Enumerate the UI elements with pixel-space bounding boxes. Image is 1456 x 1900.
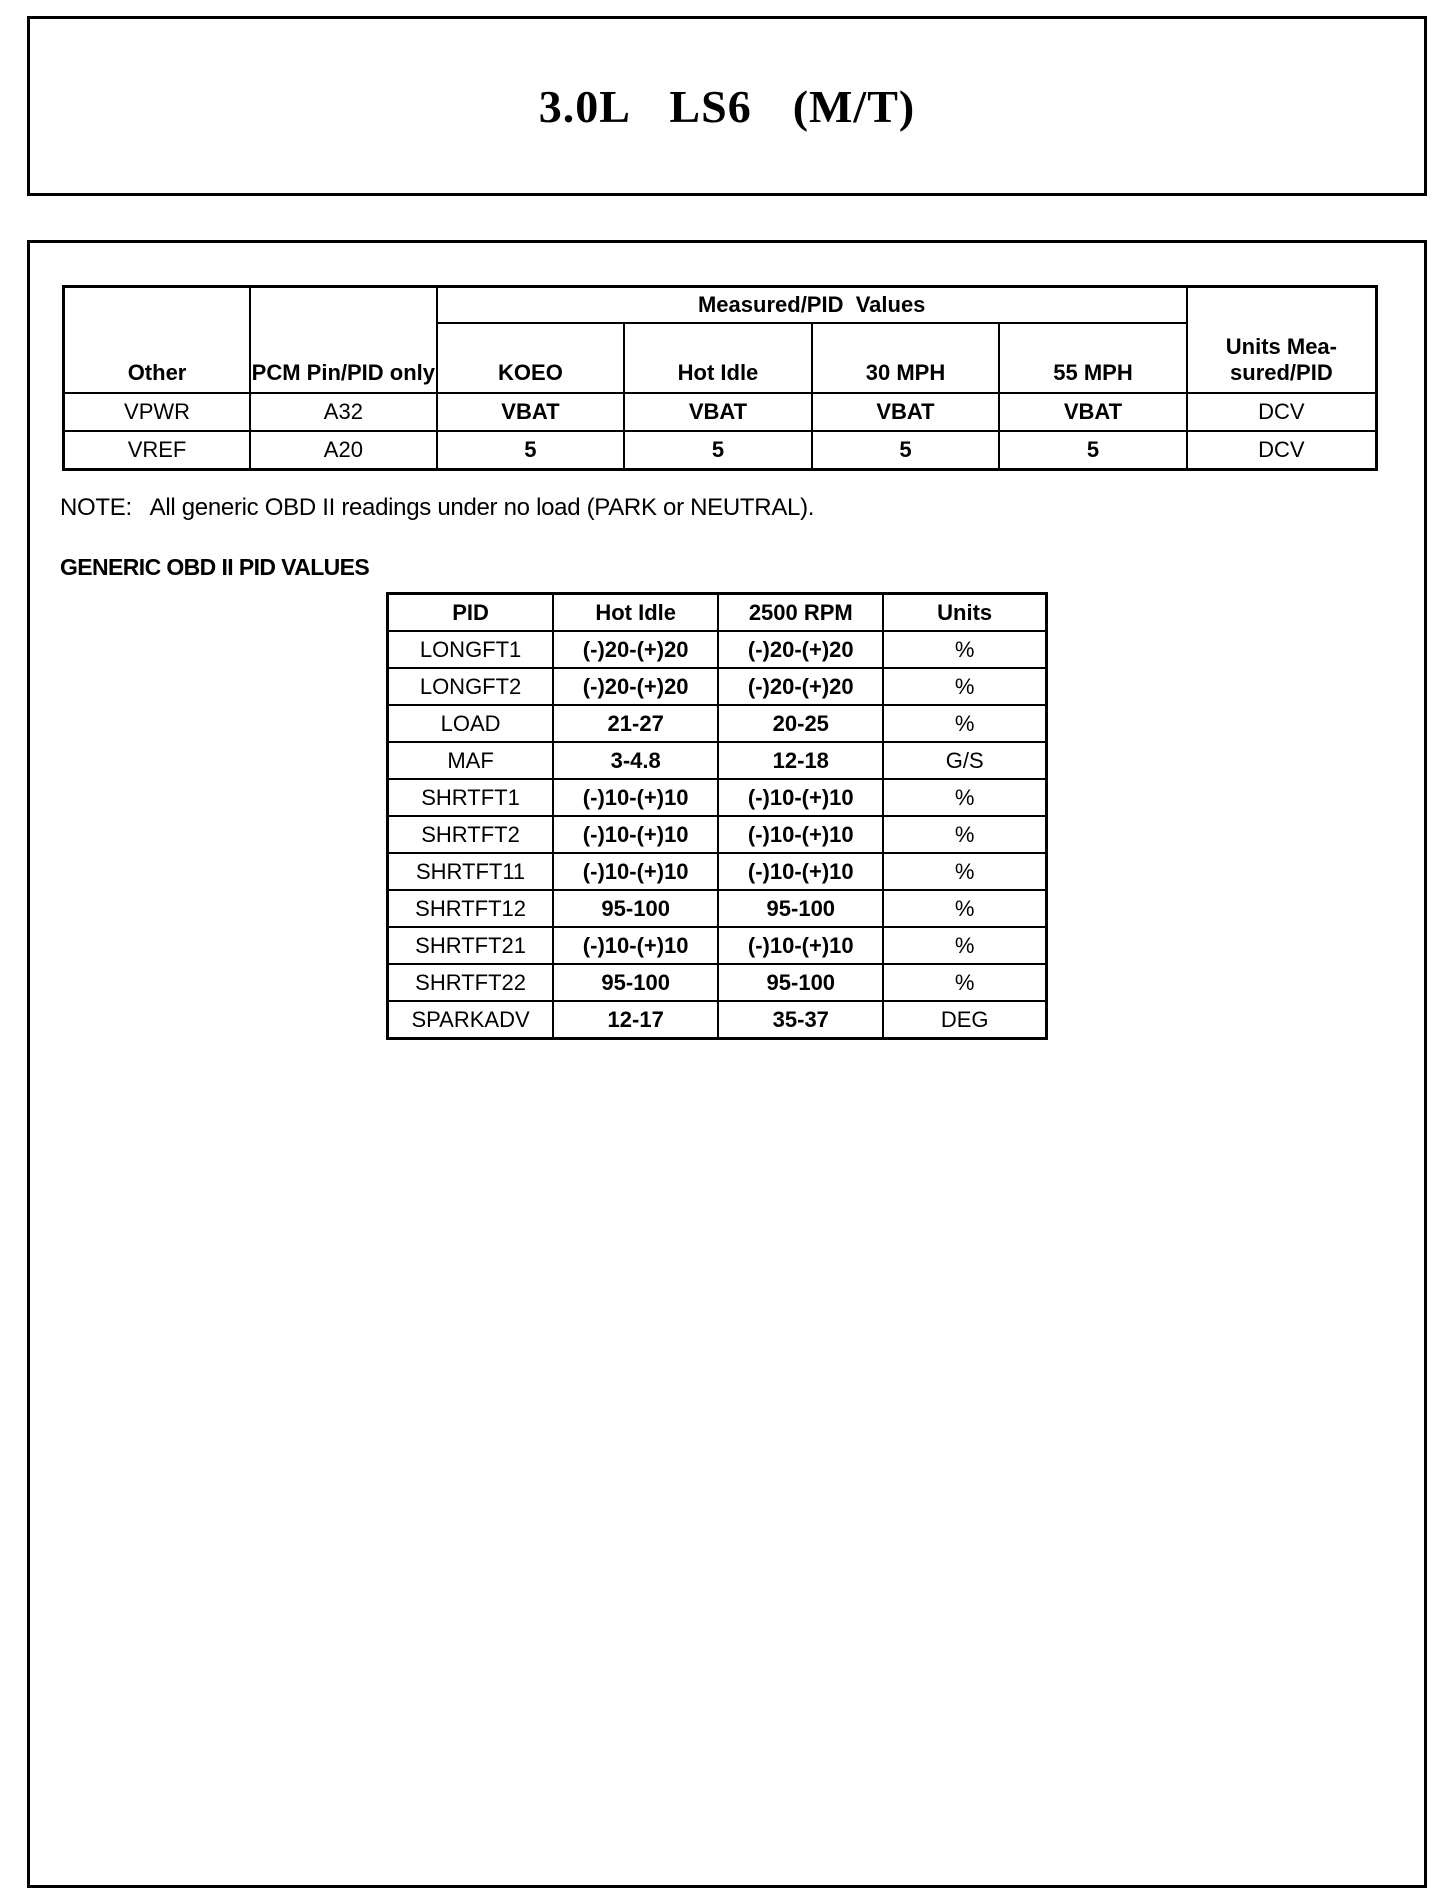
cell-hot-idle: (-)10-(+)10 — [553, 779, 718, 816]
cell-pid: LOAD — [388, 705, 554, 742]
cell-2500rpm: 95-100 — [718, 964, 883, 1001]
cell-pid: SPARKADV — [388, 1001, 554, 1039]
cell-30mph: 5 — [812, 431, 1000, 470]
cell-55mph: 5 — [999, 431, 1187, 470]
cell-2500rpm: (-)10-(+)10 — [718, 853, 883, 890]
cell-hot-idle: (-)10-(+)10 — [553, 927, 718, 964]
cell-hot-idle: (-)20-(+)20 — [553, 631, 718, 668]
cell-pid: SHRTFT22 — [388, 964, 554, 1001]
cell-units: % — [883, 927, 1046, 964]
table-row — [388, 890, 1047, 927]
header-units: Units — [883, 594, 1046, 632]
table-row — [388, 668, 1047, 705]
cell-units: % — [883, 816, 1046, 853]
cell-hot-idle: 95-100 — [553, 964, 718, 1001]
cell-2500rpm: 12-18 — [718, 742, 883, 779]
table-row — [388, 816, 1047, 853]
title-box — [27, 16, 1427, 196]
cell-hot-idle: (-)10-(+)10 — [553, 816, 718, 853]
cell-units: % — [883, 668, 1046, 705]
header-pcm-pin: PCM Pin/PID only — [250, 287, 437, 393]
cell-pid: MAF — [388, 742, 554, 779]
cell-2500rpm: 35-37 — [718, 1001, 883, 1039]
content-box — [27, 240, 1427, 1888]
header-units: Units Mea-sured/PID — [1187, 287, 1377, 393]
cell-units: % — [883, 964, 1046, 1001]
header-hot-idle: Hot Idle — [553, 594, 718, 632]
table-row — [388, 927, 1047, 964]
cell-pid: SHRTFT12 — [388, 890, 554, 927]
cell-hot-idle: 12-17 — [553, 1001, 718, 1039]
cell-hot-idle: 3-4.8 — [553, 742, 718, 779]
cell-units: % — [883, 853, 1046, 890]
cell-2500rpm: (-)20-(+)20 — [718, 668, 883, 705]
cell-pin: A20 — [250, 431, 437, 470]
cell-2500rpm: 95-100 — [718, 890, 883, 927]
cell-units: % — [883, 890, 1046, 927]
header-30mph: 30 MPH — [812, 323, 1000, 393]
cell-hot-idle: 21-27 — [553, 705, 718, 742]
cell-30mph: VBAT — [812, 393, 1000, 431]
cell-pid: SHRTFT2 — [388, 816, 554, 853]
table-row — [64, 431, 1377, 470]
cell-2500rpm: (-)10-(+)10 — [718, 779, 883, 816]
cell-2500rpm: (-)10-(+)10 — [718, 816, 883, 853]
cell-units: DCV — [1187, 393, 1377, 431]
cell-pid: LONGFT1 — [388, 631, 554, 668]
cell-hot-idle: 95-100 — [553, 890, 718, 927]
header-hot-idle: Hot Idle — [624, 323, 812, 393]
cell-hot-idle: VBAT — [624, 393, 812, 431]
cell-units: DEG — [883, 1001, 1046, 1039]
cell-koeo: VBAT — [437, 393, 625, 431]
cell-pin: A32 — [250, 393, 437, 431]
table-row — [64, 393, 1377, 431]
generic-pid-table — [386, 592, 1048, 1040]
table-row — [388, 705, 1047, 742]
cell-pid: SHRTFT11 — [388, 853, 554, 890]
measured-values-table — [62, 285, 1378, 471]
table-row — [388, 853, 1047, 890]
table-row — [388, 964, 1047, 1001]
cell-other: VREF — [64, 431, 251, 470]
header-pid: PID — [388, 594, 554, 632]
cell-other: VPWR — [64, 393, 251, 431]
cell-2500rpm: 20-25 — [718, 705, 883, 742]
table-row — [388, 1001, 1047, 1039]
header-measured-group: Measured/PID Values — [437, 287, 1187, 323]
header-koeo: KOEO — [437, 323, 625, 393]
cell-pid: SHRTFT1 — [388, 779, 554, 816]
page-title: 3.0L LS6 (M/T) — [538, 80, 916, 132]
cell-pid: LONGFT2 — [388, 668, 554, 705]
header-2500rpm: 2500 RPM — [718, 594, 883, 632]
cell-2500rpm: (-)20-(+)20 — [718, 631, 883, 668]
cell-2500rpm: (-)10-(+)10 — [718, 927, 883, 964]
section-title: GENERIC OBD II PID VALUES — [60, 554, 370, 580]
header-other: Other — [64, 287, 251, 393]
header-55mph: 55 MPH — [999, 323, 1187, 393]
cell-55mph: VBAT — [999, 393, 1187, 431]
cell-units: % — [883, 705, 1046, 742]
table-row — [388, 631, 1047, 668]
cell-koeo: 5 — [437, 431, 625, 470]
table-row — [388, 742, 1047, 779]
cell-units: G/S — [883, 742, 1046, 779]
cell-hot-idle: 5 — [624, 431, 812, 470]
cell-units: % — [883, 631, 1046, 668]
cell-units: % — [883, 779, 1046, 816]
cell-hot-idle: (-)20-(+)20 — [553, 668, 718, 705]
cell-units: DCV — [1187, 431, 1377, 470]
note-text: NOTE: All generic OBD II readings under no load (PARK or NEUTRAL). — [60, 494, 815, 521]
cell-pid: SHRTFT21 — [388, 927, 554, 964]
table-row — [388, 779, 1047, 816]
cell-hot-idle: (-)10-(+)10 — [553, 853, 718, 890]
